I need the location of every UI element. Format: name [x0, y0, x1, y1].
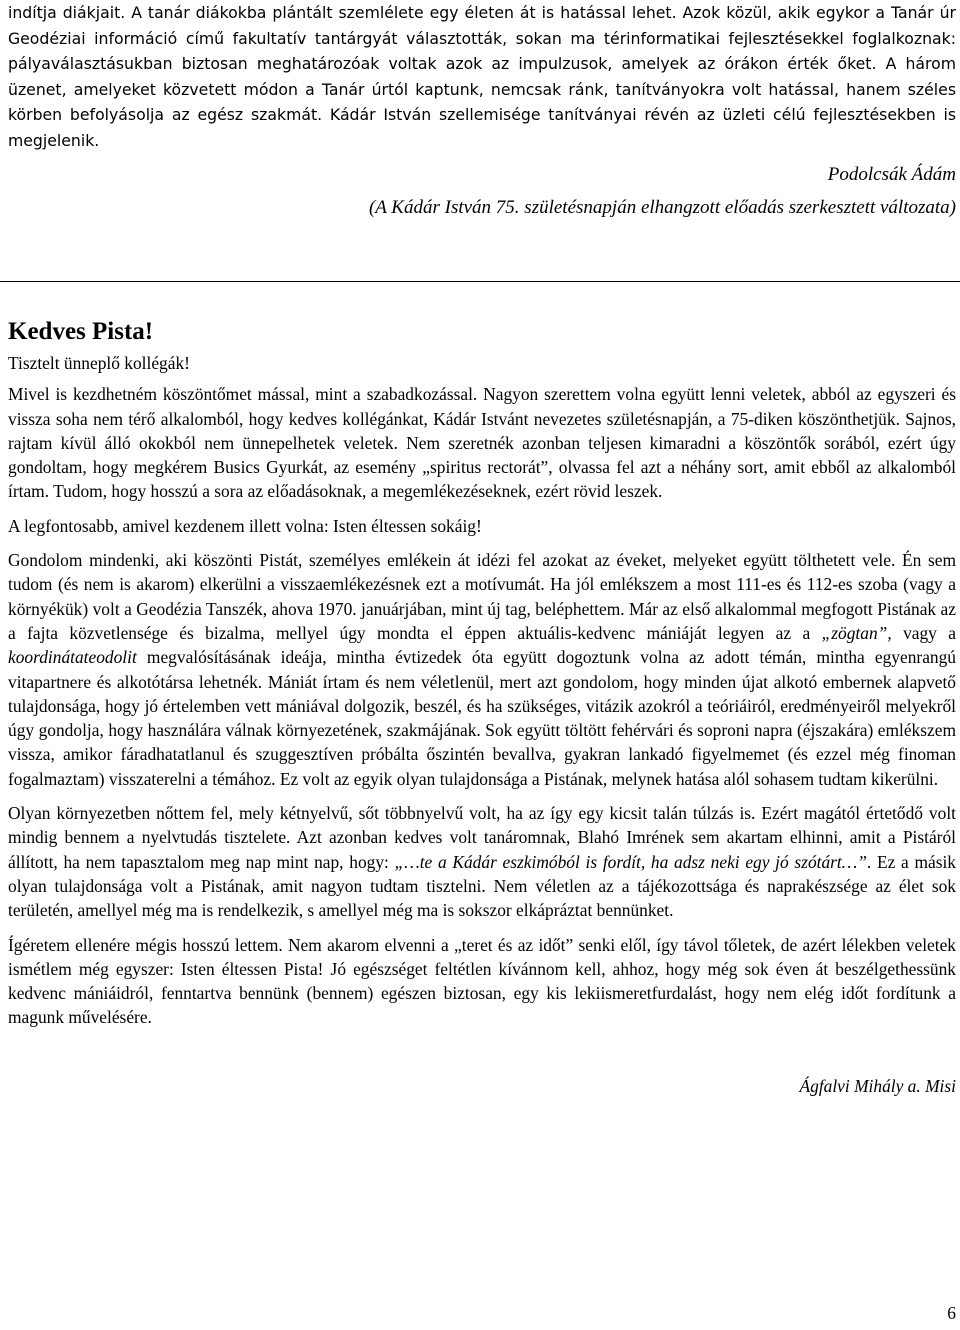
letter-paragraph-3-text-b: vagy a: [891, 622, 956, 643]
letter-paragraph-4-text-a: Olyan környezetben nőttem fel, mely kétnyelvű, sőt többnyelvű volt, ha az így egy kicsit talán túlzás is. Ezért magától értetődő volt mindig bennem a nyelvtudás tisztelete. Azt azonban kedves volt tanáromnak, Blahó Imrének sem akartam elhinni, amit a Pistáról állított, ha nem tapasztalom meg nap mint nap, hogy:: [8, 803, 956, 872]
page-number: 6: [947, 1303, 956, 1323]
letter-paragraph-4-quote: „…te a Kádár eszkimóból is fordít, ha adsz neki egy jó szótárt…”: [394, 851, 867, 872]
letter-paragraph-5: Ígéretem ellenére mégis hosszú lettem. Nem akarom elvenni a „teret és az időt” senki elől, így távol tőletek, de azért lélekben veletek ismétlem még egyszer: Isten éltessen Pista! Jó egészséget feltétlen kívánnom kell, ahhoz, hogy még sok éven át beszélgethessünk kedvenc mániáidról, fenntartva bennünk (bennem) egészen biztosan, egy kis lekiismeretfurdalást, hogy nem elég időt fordítunk a magunk művelésére.: [8, 934, 956, 1028]
letter-heading: Kedves Pista!: [8, 318, 154, 345]
intro-author: Podolcsák Ádám: [827, 164, 956, 185]
letter-paragraph-3: [8, 548, 956, 791]
letter-closing-signature: Ágfalvi Mihály a. Misi: [799, 1075, 956, 1096]
letter-paragraph-3-koordinata: koordinátateodolit: [8, 647, 137, 668]
letter-salutation: Tisztelt ünneplő kollégák!: [8, 353, 190, 373]
intro-section: [8, 0, 956, 220]
letter-paragraph-4: [8, 801, 956, 922]
letter-paragraph-2: A legfontosabb, amivel kezdenem illett volna: Isten éltessen sokáig!: [8, 515, 482, 536]
section-divider: [0, 281, 960, 282]
letter-paragraph-3-zogtan: „zögtan”,: [821, 622, 892, 643]
intro-paragraph: indítja diákjait. A tanár diákokba plántált szemlélete egy életen át is hatással lehet. Azok közül, akik egykor a Tanár úr Geodéziai információ című fakultatív tantárgyát választották, sokan ma térinformatikai fejlesztésekkel foglalkoznak: pályaválasztásukban biztosan meghatározóak voltak azok az impulzusok, amelyek az órákon érték őket. A három üzenet, amelyeket közvetett módon a Tanár úrtól kaptunk, nemcsak ránk, tanítványokra volt hatással, hanem széles körben befolyásolja az egész szakmát. Kádár István szellemisége tanítványai révén az üzleti célú fejlesztésekben is megjelenik.: [8, 3, 956, 150]
intro-source: (A Kádár István 75. születésnapján elhangzott előadás szerkesztett változata): [368, 197, 956, 218]
letter-paragraph-3-text-c: megvalósításának ideája, mintha évtizedek óta együtt dogoztunk volna az adott témán, mintha egyenrangú vitapartnere és alkotótársa lehetnék. Mániát írtam és nem véletlenül, mert azt gondolom, hogy minden újat alkotó embernek alapvető tulajdonsága, hogy jó értelemben vett mániával dolgozik, beszél, és ha szükséges, vitázik azokról a teóriáiról, eredményeiről melyekről úgy gondolja, hogy használára válnak környezetének, szakmájának. Sok együtt töltött fehérvári és soproni napra (éjszakára) emlékszem vissza, amikor fáradhatatlanul és szuggesztíven próbálta őszintén bevallva, gyakran lankadó figyelmemet (és ezzel még finoman fogalmaztam) visszaterelni a témához. Ez volt az egyik olyan tulajdonsága a Pistának, melynek hatása alól sohasem tudtam kikerülni.: [8, 647, 956, 789]
letter-section: [8, 289, 956, 1097]
letter-paragraph-1: Mivel is kezdhetném köszöntőmet mással, mint a szabadkozással. Nagyon szerettem volna együtt lenni veletek, abból az egyszeri és vissza soha nem térő alkalomból, hogy kedves kollégánkat, Kádár Istvánt nevezetes születésnapján, a 75-diken köszönthetjük. Sajnos, rajtam kívül álló okokból nem ünnepelhetek veletek. Nem szeretnék azonban teljesen kimaradni a köszöntők sorából, ezért úgy gondoltam, hogy megkérem Busics Gyurkát, az esemény „spiritus rectorát”, olvassa fel azt a néhány sort, amit ebből az alkalomból írtam. Tudom, hogy hosszú a sora az előadásoknak, a megemlékezéseknek, ezért rövid leszek.: [8, 384, 956, 502]
letter-paragraph-3-text-a: Gondolom mindenki, aki köszönti Pistát, személyes emlékein át idézi fel azokat az éveket, melyeket együtt tölthetett vele. Én sem tudom (és nem is akarom) elkerülni a visszaemlékezésnek ezt a motívumát. Ha jól emlékszem a most 111-es és 112-es szoba (vagy a környékük) volt a Geodézia Tanszék, ahova 1970. januárjában, mint új tag, beléphettem. Már az első alkalommal megfogott Pistának az a fajta közvetlensége és bizalma, mellyel úgy mondta el éppen aktuális-kedvenc mániáját legyen az a: [8, 550, 956, 643]
letter-paragraph-4-text-b: . Ez a másik olyan tulajdonsága volt a Pistának, amit nagyon tudtam tisztelni. Nem véletlen az a tájékozottsága és naprakészsége az élet sok területén, amellyel még ma is rendelkezik, s amellyel még ma is sokszor elkápráztat bennünket.: [8, 851, 956, 921]
